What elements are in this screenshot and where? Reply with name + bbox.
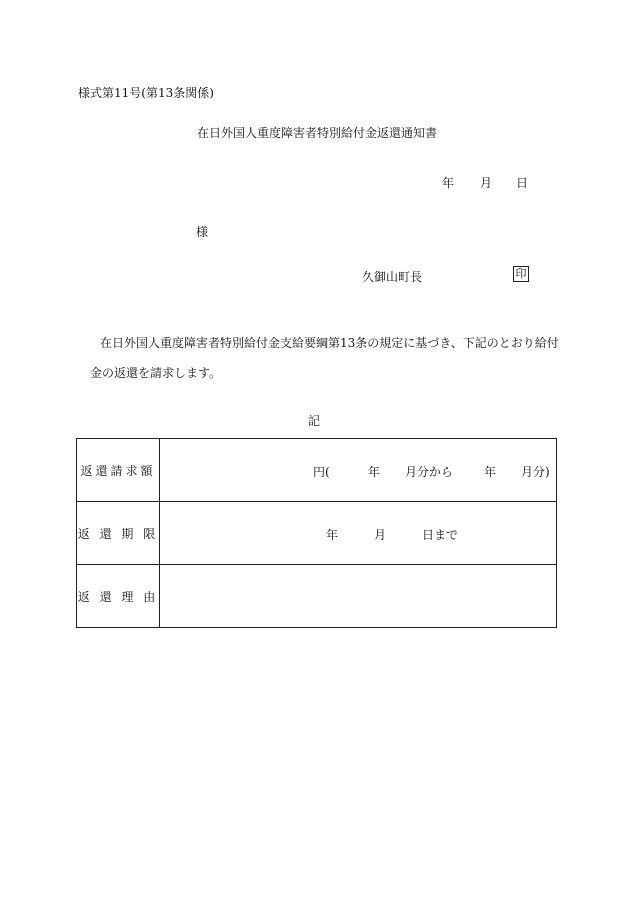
table-row-amount xyxy=(77,439,557,502)
table-row-deadline xyxy=(77,502,557,565)
amount-from-month: 月分から xyxy=(405,465,454,479)
value-return-amount xyxy=(160,439,557,502)
amount-yen-open: 円( xyxy=(313,465,330,479)
document-title: 在日外国人重度障害者特別給付金返還通知書 xyxy=(197,126,438,140)
detail-table xyxy=(76,438,557,628)
body-text-line-1: 在日外国人重度障害者特別給付金支給要綱第13条の規定に基づき、下記のとおり給付 xyxy=(100,336,559,350)
body-text-line-2: 金の返還を請求します。 xyxy=(90,366,222,380)
label-return-reason: 返 還 理 由 xyxy=(77,565,160,628)
amount-to-year: 年 xyxy=(484,465,497,479)
seal-mark: 印 xyxy=(513,266,529,282)
recipient-suffix: 様 xyxy=(196,225,209,239)
label-return-amount: 返還請求額 xyxy=(77,439,160,502)
date-day-label: 日 xyxy=(516,176,529,190)
date-month-label: 月 xyxy=(480,176,493,190)
table-row-reason xyxy=(77,565,557,628)
form-number: 様式第11号(第13条関係) xyxy=(78,86,214,100)
ki-heading: 記 xyxy=(308,414,321,428)
amount-from-year: 年 xyxy=(368,465,381,479)
date-year-label: 年 xyxy=(442,176,455,190)
value-return-deadline xyxy=(160,502,557,565)
value-return-reason xyxy=(160,565,557,628)
issuer-name: 久御山町長 xyxy=(362,270,423,284)
deadline-month: 月 xyxy=(374,528,387,542)
deadline-day-until: 日まで xyxy=(422,528,459,542)
amount-to-month-close: 月分) xyxy=(521,465,550,479)
label-return-deadline: 返 還 期 限 xyxy=(77,502,160,565)
deadline-year: 年 xyxy=(326,528,339,542)
